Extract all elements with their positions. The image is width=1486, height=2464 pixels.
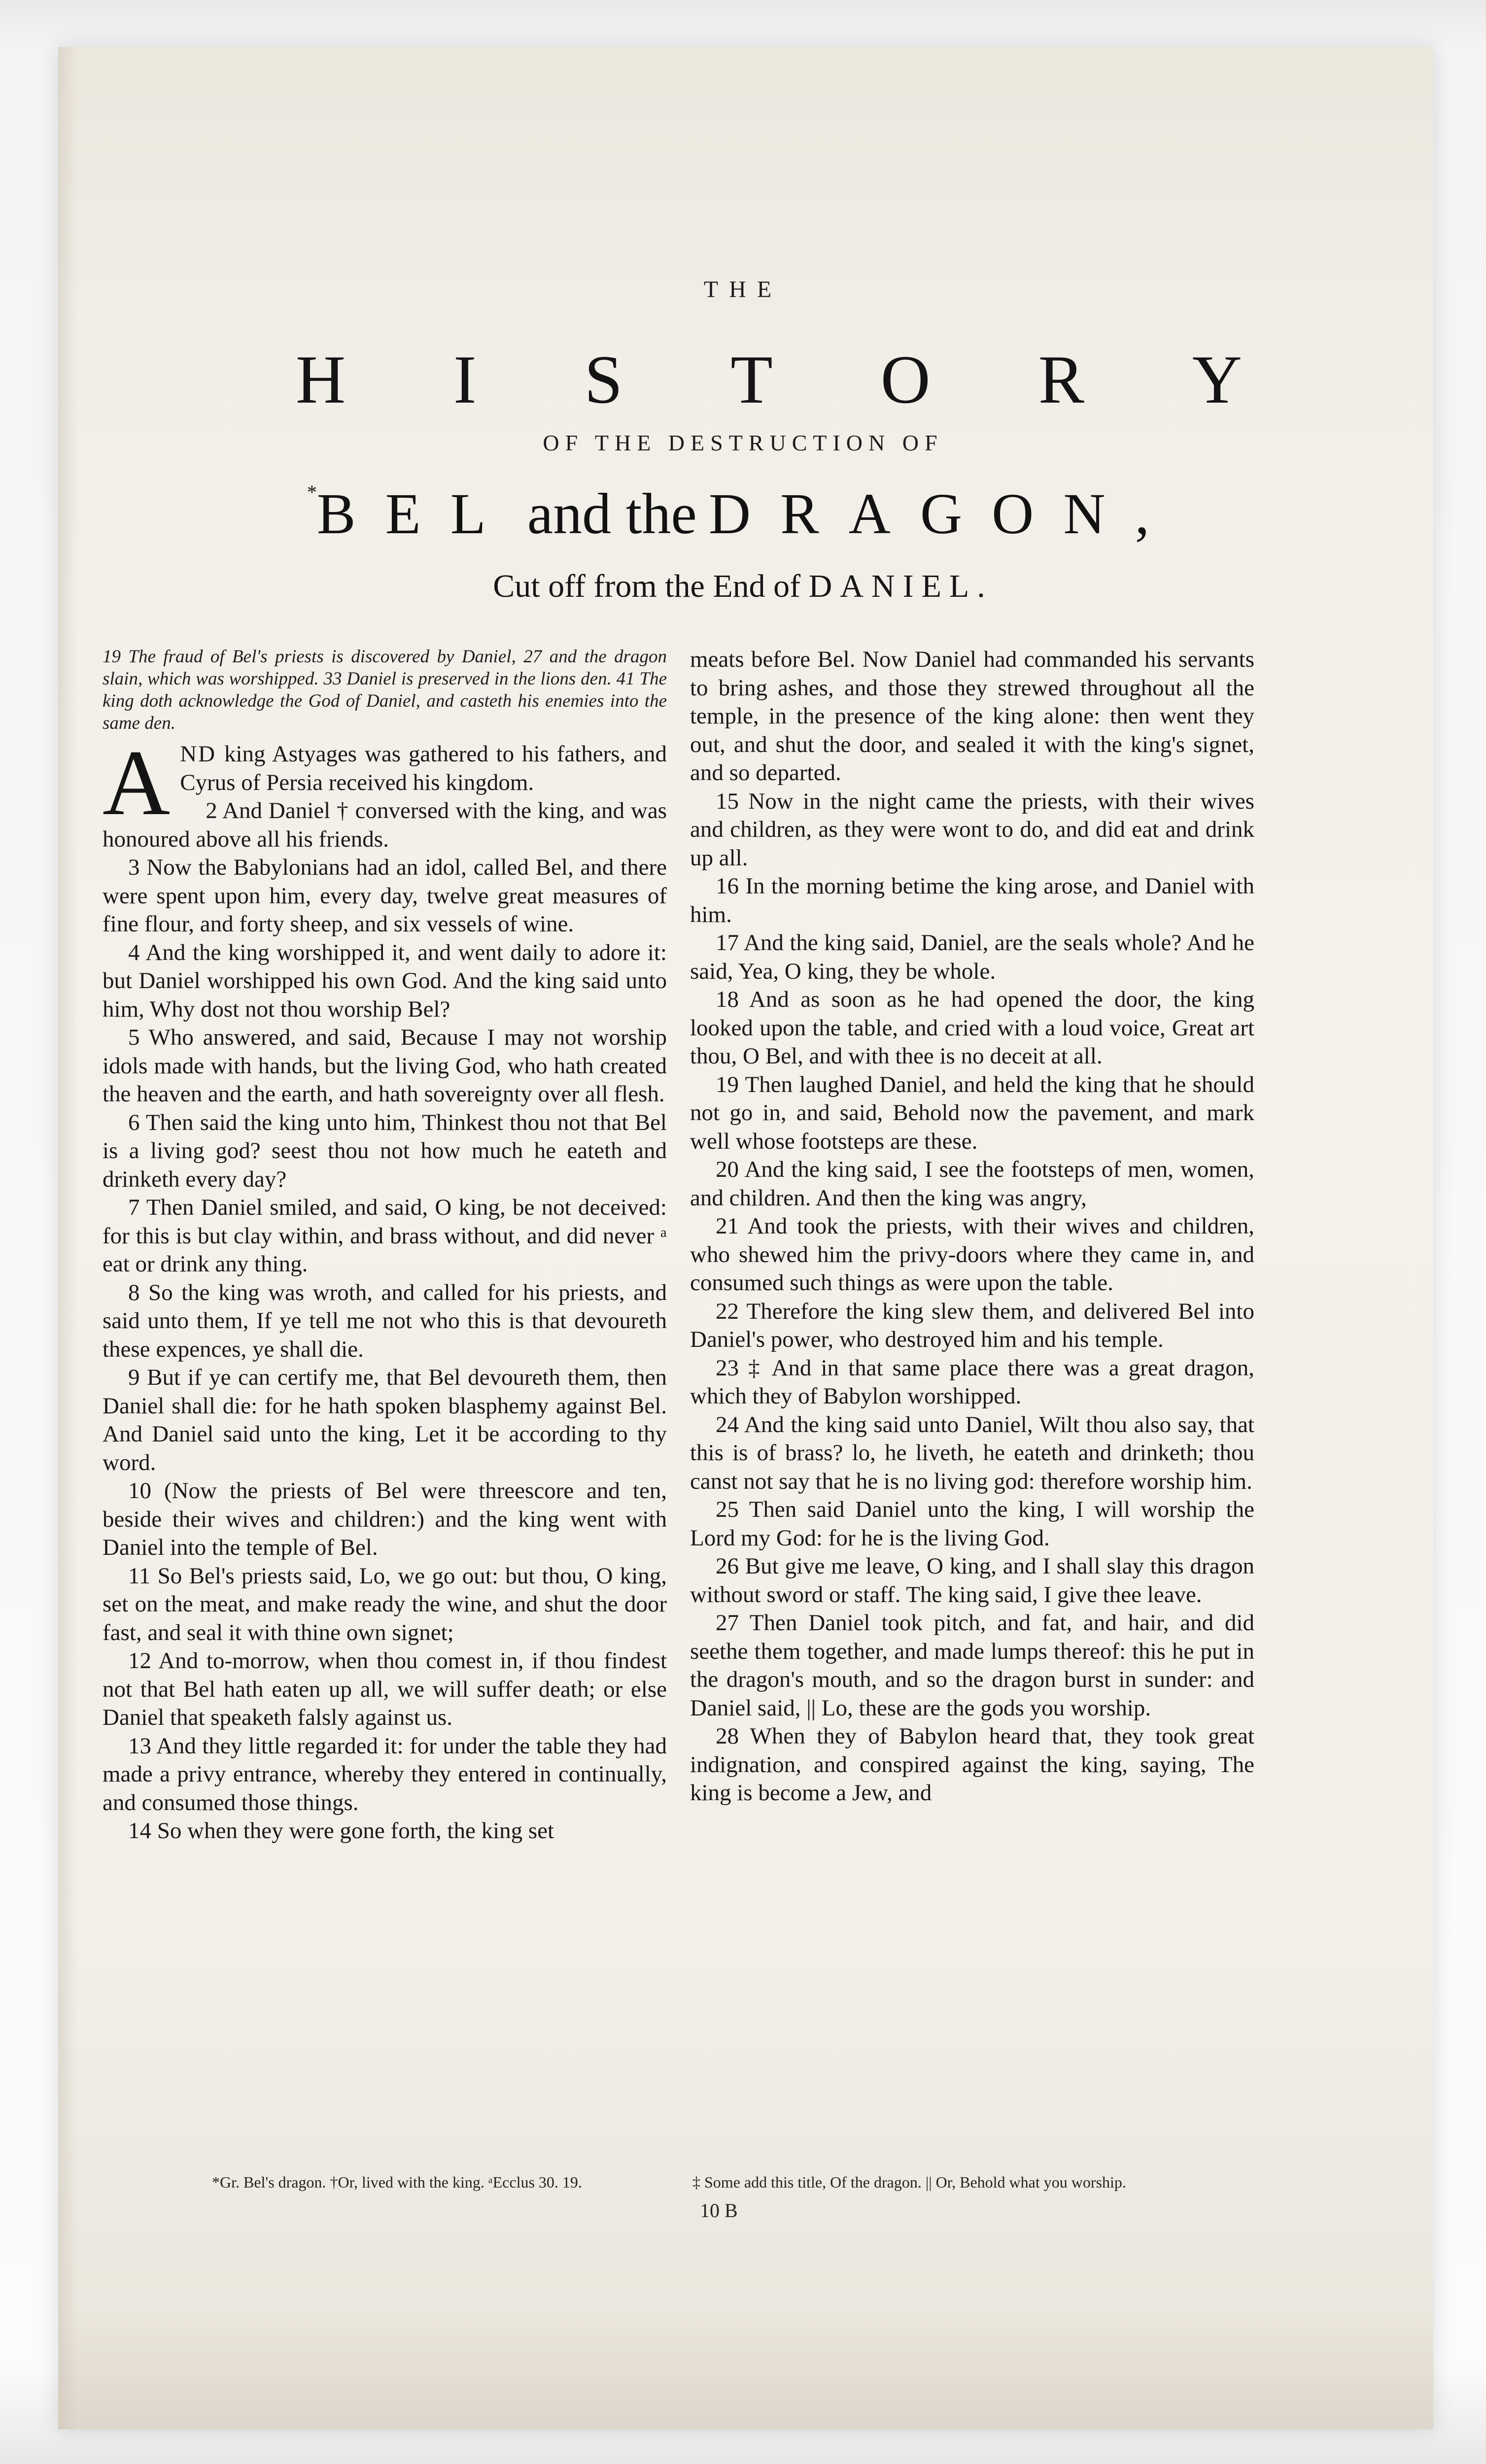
title-destruction: OF THE DESTRUCTION OF <box>543 430 943 455</box>
drop-cap: A <box>103 731 171 835</box>
title-history-letter: I <box>453 342 477 418</box>
title-history-letter: T <box>730 342 773 418</box>
drop-cap-continuation: ND <box>180 741 217 767</box>
verse: 2 And Daniel † conversed with the king, and was honoured above all his friends. <box>103 798 667 852</box>
title-history-letter: H <box>296 342 346 418</box>
verse: 17 And the king said, Daniel, are the seals whole? And he said, Yea, O king, they be whole. <box>690 930 1254 984</box>
page-edge-shadow <box>58 47 78 2430</box>
title-the: THE <box>703 276 783 303</box>
verse: 16 In the morning betime the king arose, and Daniel with him. <box>690 873 1254 927</box>
title-history-letter: Y <box>1192 342 1242 418</box>
verse: 23 ‡ And in that same place there was a great dragon, which they of Babylon worshipped. <box>690 1355 1254 1409</box>
verse: 6 Then said the king unto him, Thinkest thou not that Bel is a living god? seest thou not how much he eateth and drinketh every day? <box>103 1109 667 1192</box>
verse: 27 Then Daniel took pitch, and fat, and hair, and did seethe them together, and made lumps thereof: this he put in the dragon's mouth, and so the dragon burst in sunder: and Daniel said, || Lo, these are the gods you worship. <box>690 1610 1254 1721</box>
verse: 21 And took the priests, with their wives and children, who shewed him the privy-doors where they came in, and consumed such things as were upon the table. <box>690 1213 1254 1296</box>
verse: 11 So Bel's priests said, Lo, we go out: but thou, O king, set on the meat, and make ready the wine, and shut the door fast, and seal it with thine own signet; <box>103 1563 667 1645</box>
title-history <box>296 340 1242 419</box>
verse: 8 So the king was wroth, and called for his priests, and said unto them, If ye tell me not who this is that devoureth these expences, ye shall die. <box>103 1279 667 1362</box>
page-bottom-shade <box>58 2311 1433 2430</box>
verse: 14 So when they were gone forth, the king set <box>128 1818 554 1844</box>
title-and-the: and the <box>527 481 697 546</box>
verse: 3 Now the Babylonians had an idol, called Bel, and there were spent upon him, every day, twelve great measures of fine flour, and forty sheep, and six vessels of wine. <box>103 855 667 937</box>
verse: 28 When they of Babylon heard that, they took great indignation, and conspired against the king, saying, The king is become a Jew, and <box>690 1723 1254 1806</box>
verse: 13 And they little regarded it: for under the table they had made a privy entrance, whereby they entered in continually, and consumed those things. <box>103 1733 667 1815</box>
printer-signature: 10 B <box>700 2199 738 2222</box>
verse: 12 And to-morrow, when thou comest in, if thou findest not that Bel hath eaten up all, we will suffer death; or else Daniel that speaketh falsly against us. <box>103 1648 667 1730</box>
verse: 10 (Now the priests of Bel were threescore and ten, beside their wives and children:) and the king went with Daniel into the temple of Bel. <box>103 1478 667 1560</box>
verse: 5 Who answered, and said, Because I may not worship idols made with hands, but the living God, who hath created the heaven and the earth, and hath sovereignty over all flesh. <box>103 1025 667 1107</box>
verse-1-text: king Astyages was gathered to his fathers, and Cyrus of Persia received his kingdom. <box>180 741 667 795</box>
verse: 26 But give me leave, O king, and I shall slay this dragon without sword or staff. The king said, I give thee leave. <box>690 1553 1254 1608</box>
footnotes-left: *Gr. Bel's dragon. †Or, lived with the king. ᵃEcclus 30. 19. <box>212 2173 582 2191</box>
verse: 18 And as soon as he had opened the door, the king looked upon the table, and cried with a loud voice, Great art thou, O Bel, and with thee is no deceit at all. <box>690 987 1254 1069</box>
verse: 15 Now in the night came the priests, with their wives and children, as they were wont to do, and did eat and drink up all. <box>690 788 1254 871</box>
left-column <box>103 646 667 1846</box>
verse: 24 And the king said unto Daniel, Wilt thou also say, that this is of brass? lo, he liveth, he eateth and drinketh; thou canst not say that he is no living god: therefore worship him. <box>690 1411 1254 1494</box>
verse: 19 Then laughed Daniel, and held the king that he should not go in, and said, Behold now the pavement, and mark well whose footsteps are these. <box>690 1071 1254 1154</box>
title-bel: BEL <box>316 481 516 546</box>
verse: 20 And the king said, I see the footsteps of men, women, and children. And then the king was angry, <box>690 1157 1254 1211</box>
footnotes-right: ‡ Some add this title, Of the dragon. || Or, Behold what you worship. <box>692 2173 1126 2191</box>
verse: 9 But if ye can certify me, that Bel devoureth them, then Daniel shall die: for he hath spoken blasphemy against Bel. And Daniel said unto the king, Let it be according to thy word. <box>103 1365 667 1475</box>
verse-continuation: meats before Bel. Now Daniel had commanded his servants to bring ashes, and those they strewed throughout all the temple, in the presence of the king alone: then went they out, and shut the door, and sealed it with the king's signet, and so departed. <box>690 647 1254 786</box>
chapter-summary: 19 The fraud of Bel's priests is discovered by Daniel, 27 and the dragon slain, which was worshipped. 33 Daniel is preserved in the lions den. 41 The king doth acknowledge the God of Daniel, and casteth his enemies into the same den. <box>103 647 667 733</box>
verse: 25 Then said Daniel unto the king, I will worship the Lord my God: for he is the living God. <box>690 1497 1254 1551</box>
title-bel-and-dragon <box>0 480 1486 548</box>
verse: 7 Then Daniel smiled, and said, O king, be not deceived: for this is but clay within, and brass without, and did never ᵃ eat or drink any thing. <box>103 1195 667 1277</box>
right-column <box>690 646 1254 1808</box>
title-cut-off-text: Cut off from the End of <box>493 568 801 604</box>
title-history-letter: O <box>880 342 931 418</box>
title-daniel: DANIEL. <box>808 568 993 604</box>
title-cut-off <box>0 568 1486 605</box>
verse: 4 And the king worshipped it, and went daily to adore it: but Daniel worshipped his own God. And the king said unto him, Why dost not thou worship Bel? <box>103 939 667 1022</box>
title-history-letter: R <box>1038 342 1085 418</box>
title-history-letter: S <box>584 342 623 418</box>
verse: 22 Therefore the king slew them, and delivered Bel into Daniel's power, who destroyed him and his temple. <box>690 1298 1254 1352</box>
footnote-marker: * <box>307 481 317 503</box>
title-dragon: DRAGON, <box>708 481 1179 546</box>
